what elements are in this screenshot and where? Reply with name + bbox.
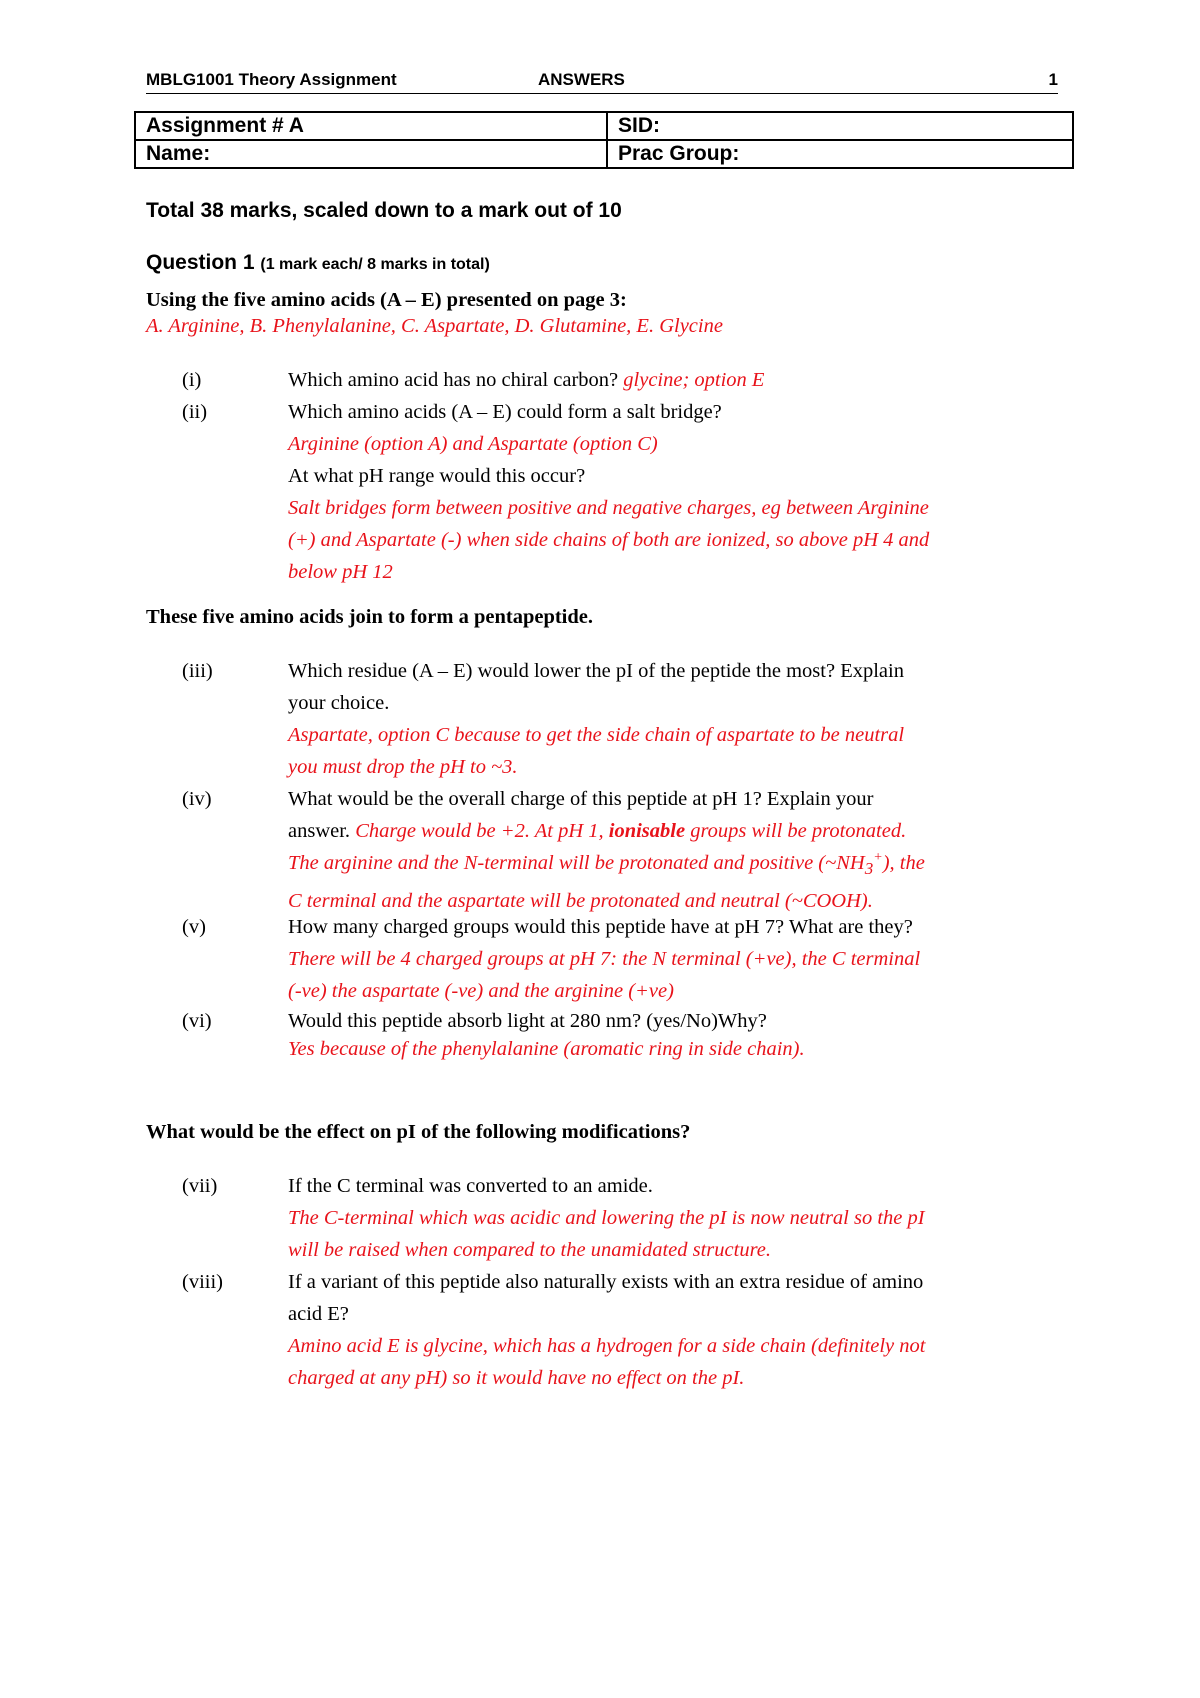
item-number: (ii) (182, 401, 208, 423)
item-answer: charged at any pH) so it would have no effect on the pI. (288, 1367, 745, 1389)
question-1-intro: Using the five amino acids (A – E) presented on page 3: (146, 289, 627, 311)
item-answer: Charge would be +2. At pH 1, (355, 820, 609, 842)
course-title: MBLG1001 Theory Assignment (146, 70, 397, 89)
item-answer: There will be 4 charged groups at pH 7: the N terminal (+ve), the C terminal (288, 948, 921, 970)
subscript: 3 (864, 859, 874, 879)
item-question: How many charged groups would this peptide have at pH 7? What are they? (288, 916, 913, 938)
superscript: + (873, 850, 883, 866)
item-answer: you must drop the pH to ~3. (288, 756, 518, 778)
item-answer: (+) and Aspartate (-) when side chains of both are ionized, so above pH 4 and (288, 529, 930, 551)
item-question: At what pH range would this occur? (288, 465, 586, 487)
item-number: (vii) (182, 1175, 218, 1197)
item-answer: The C-terminal which was acidic and lowering the pI is now neutral so the pI (288, 1207, 925, 1229)
item-answer: (-ve) the aspartate (-ve) and the arginine (+ve) (288, 980, 674, 1002)
question-1-marks: (1 mark each/ 8 marks in total) (260, 256, 490, 273)
amino-acid-list: A. Arginine, B. Phenylalanine, C. Aspartate, D. Glutamine, E. Glycine (146, 315, 723, 337)
item-answer: Yes because of the phenylalanine (aromatic ring in side chain). (288, 1038, 805, 1060)
item-answer: below pH 12 (288, 561, 393, 583)
item-answer: The arginine and the N-terminal will be protonated and positive (~NH (288, 852, 865, 874)
item-question: If a variant of this peptide also naturally exists with an extra residue of amino (288, 1271, 924, 1293)
question-1-heading (146, 251, 490, 275)
item-number: (i) (182, 369, 202, 391)
item-question: Which amino acid has no chiral carbon? (288, 369, 624, 391)
item-number: (vi) (182, 1010, 212, 1032)
item-answer: Amino acid E is glycine, which has a hydrogen for a side chain (definitely not (288, 1335, 926, 1357)
item-number: (viii) (182, 1271, 223, 1293)
item-answer: ), the (882, 852, 925, 874)
page-number: 1 (1048, 70, 1058, 89)
assignment-cell: Assignment # A (135, 112, 607, 140)
question-1-title: Question 1 (146, 251, 255, 274)
item-question: What would be the overall charge of this peptide at pH 1? Explain your (288, 788, 874, 810)
item-question: your choice. (288, 692, 390, 714)
item-question: acid E? (288, 1303, 349, 1325)
item-question: Would this peptide absorb light at 280 nm? (yes/No)Why? (288, 1010, 767, 1032)
item-answer: Salt bridges form between positive and negative charges, eg between Arginine (288, 497, 929, 519)
item-answer: will be raised when compared to the unamidated structure. (288, 1239, 772, 1261)
item-question: answer. (288, 820, 351, 842)
sid-cell: SID: (607, 112, 1073, 140)
name-cell: Name: (135, 140, 607, 168)
modifications-heading: What would be the effect on pI of the following modifications? (146, 1121, 691, 1143)
student-info-table (134, 111, 1074, 169)
header-rule (146, 93, 1058, 94)
item-number: (v) (182, 916, 206, 938)
item-question: Which amino acids (A – E) could form a salt bridge? (288, 401, 722, 423)
total-marks: Total 38 marks, scaled down to a mark out of 10 (146, 199, 622, 222)
prac-group-cell: Prac Group: (607, 140, 1073, 168)
item-question: Which residue (A – E) would lower the pI of the peptide the most? Explain (288, 660, 904, 682)
ionisable-emphasis: ionisable (608, 820, 686, 842)
item-number: (iii) (182, 660, 213, 682)
page-header (146, 70, 1058, 94)
item-answer: glycine; option E (623, 369, 765, 391)
answers-label: ANSWERS (538, 70, 625, 89)
item-answer: C terminal and the aspartate will be protonated and neutral (~COOH). (288, 890, 873, 913)
item-answer: groups will be protonated. (685, 820, 907, 842)
item-number: (iv) (182, 788, 212, 810)
item-answer: Aspartate, option C because to get the side chain of aspartate to be neutral (288, 724, 905, 746)
pentapeptide-heading: These five amino acids join to form a pentapeptide. (146, 606, 593, 628)
item-question: If the C terminal was converted to an amide. (288, 1175, 653, 1197)
item-answer: Arginine (option A) and Aspartate (option C) (288, 433, 658, 455)
